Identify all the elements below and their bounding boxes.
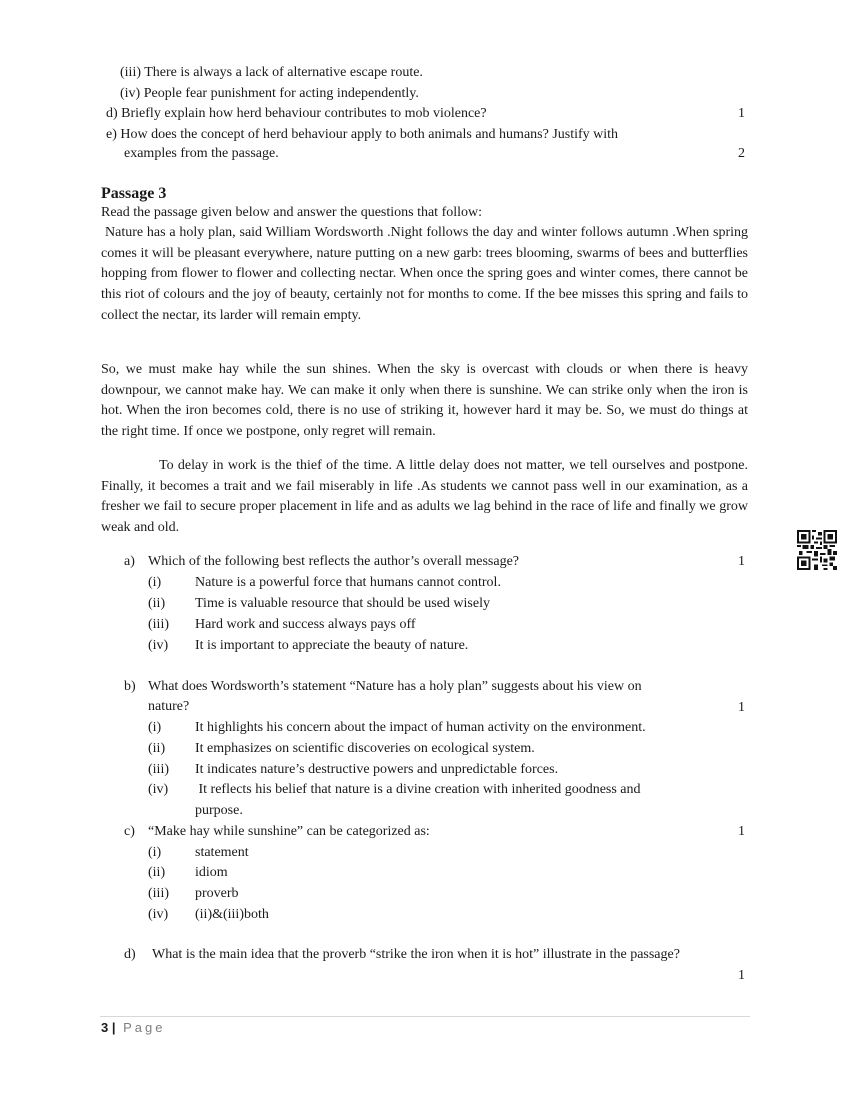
page-number: 3: [101, 1020, 109, 1035]
question-b-option-text: It indicates nature’s destructive powers and unpredictable forces.: [195, 762, 559, 777]
footer-divider: [100, 1016, 750, 1017]
passage-paragraph-2: So, we must make hay while the sun shines. When the sky is overcast with clouds or when there is heavy downpour, we cannot make hay. We can make it only when there is sunshine. We can strike only when the iron is hot. When the iron becomes cold, there is no use of striking it, however hard it may be. So, we must do things at the right time. If once we postpone, only regret will remain.: [101, 362, 748, 440]
qr-code-icon: [797, 530, 837, 570]
question-b-option-text: It emphasizes on scientific discoveries on ecological system.: [195, 741, 535, 756]
passage-instruction: Read the passage given below and answer the questions that follow:: [101, 205, 483, 220]
question-b-text-line1: What does Wordsworth’s statement “Nature has a holy plan” suggests about his view on: [148, 679, 642, 694]
question-b-option-num: (ii): [148, 741, 166, 756]
question-c-option-num: (iv): [148, 907, 169, 922]
question-c-option-num: (iii): [148, 886, 169, 901]
question-c-label: c): [124, 824, 135, 839]
question-a-option-text: Hard work and success always pays off: [195, 617, 416, 632]
question-a-option-num: (ii): [148, 596, 166, 611]
question-a-option-text: Time is valuable resource that should be used wisely: [195, 596, 490, 611]
prev-question-e-line1: e) How does the concept of herd behaviour apply to both animals and humans? Justify with: [106, 127, 619, 142]
question-a-option-text: Nature is a powerful force that humans cannot control.: [195, 575, 501, 590]
question-c-option-text: statement: [195, 845, 249, 860]
question-a-marks: 1: [738, 554, 745, 569]
question-d-marks: 1: [738, 968, 745, 983]
question-b-text-line2: nature?: [148, 699, 190, 714]
question-b-option-text: It highlights his concern about the impact of human activity on the environment.: [195, 720, 646, 735]
question-c-option-text: proverb: [195, 886, 239, 901]
question-a-option-num: (i): [148, 575, 162, 590]
question-d-text: What is the main idea that the proverb “strike the iron when it is hot” illustrate in the passage?: [152, 947, 680, 962]
question-a-option-text: It is important to appreciate the beauty of nature.: [195, 638, 469, 653]
question-c-option-num: (i): [148, 845, 162, 860]
question-b-option-num: (i): [148, 720, 162, 735]
prev-option-iii: (iii) There is always a lack of alternative escape route.: [120, 65, 423, 80]
question-a-label: a): [124, 554, 135, 569]
question-c-marks: 1: [738, 824, 745, 839]
question-c-option-text: idiom: [195, 865, 228, 880]
passage-title: Passage 3: [101, 185, 167, 202]
question-c-option-num: (ii): [148, 865, 166, 880]
prev-question-e-line2: examples from the passage.: [124, 146, 279, 161]
prev-question-e-marks: 2: [738, 146, 745, 161]
footer-separator: |: [111, 1020, 116, 1035]
prev-question-d-marks: 1: [738, 106, 745, 121]
question-a-text: Which of the following best reflects the author’s overall message?: [148, 554, 520, 569]
question-a-option-num: (iv): [148, 638, 169, 653]
prev-option-iv: (iv) People fear punishment for acting independently.: [120, 86, 419, 101]
question-b-option-num: (iv): [148, 782, 169, 797]
question-b-option-text: It reflects his belief that nature is a divine creation with inherited goodness and: [195, 782, 641, 797]
question-b-label: b): [124, 679, 136, 694]
passage-paragraph-1: Nature has a holy plan, said William Wordsworth .Night follows the day and winter follows autumn .When spring comes it will be pleasant everywhere, nature putting on a new garb: trees blooming, swarms of bees and butterflies hopping from flower to flower and collecting nectar. When once the spring goes and winter comes, there cannot be this riot of colours and the joy of beauty, certainly not for months to come. If the bee misses this spring and fails to collect the nectar, its larder will remain empty.: [101, 225, 748, 323]
passage-paragraph-3: To delay in work is the thief of the time. A little delay does not matter, we tell ourselves and postpone. Finally, it becomes a trait and we fail miserably in life .As students we cannot pass well in our examination, as a fresher we fail to secure proper placement in life and as adults we lag behind in the race of life and finally we grow weak and old.: [101, 458, 748, 536]
prev-question-d: d) Briefly explain how herd behaviour contributes to mob violence?: [106, 106, 487, 121]
question-b-option-num: (iii): [148, 762, 169, 777]
question-a-option-num: (iii): [148, 617, 169, 632]
question-b-marks: 1: [738, 700, 745, 715]
question-d-label: d): [124, 947, 136, 962]
question-c-option-text: (ii)&(iii)both: [195, 907, 269, 922]
question-c-text: “Make hay while sunshine” can be categorized as:: [148, 824, 430, 839]
page-footer: [101, 1020, 166, 1035]
question-b-option-text-cont: purpose.: [195, 803, 243, 818]
page-label: Page: [123, 1020, 166, 1035]
